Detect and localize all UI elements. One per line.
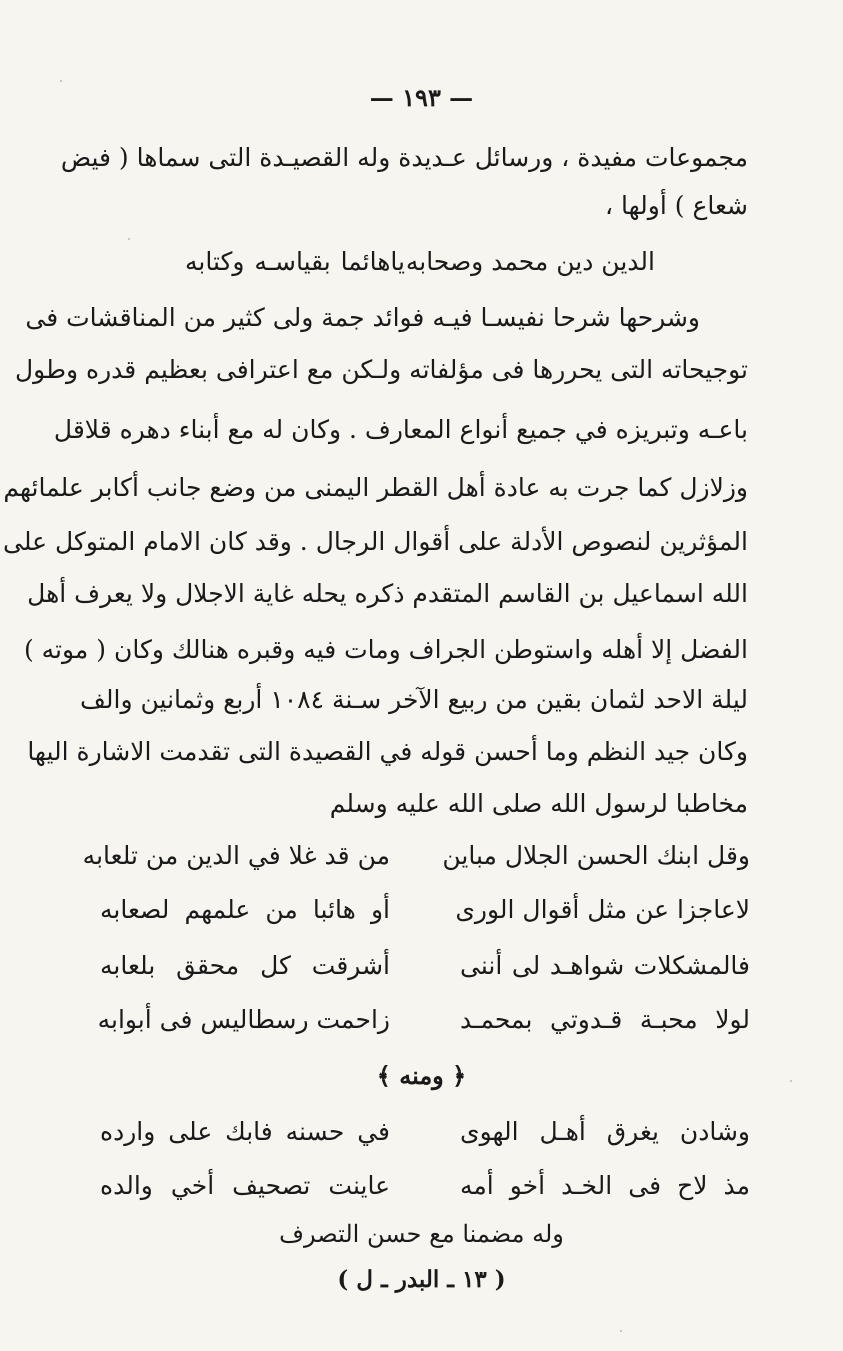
page-number: — ١٩٣ — (369, 83, 474, 112)
body-line: ليلة الاحد لثمان بقين من ربيع الآخر سـنة ١٠٨٤ أربع وثمانين والف (80, 685, 748, 714)
intro-line: شعاع ) أولها ، (605, 191, 748, 220)
body-line: وزلازل كما جرت به عادة أهل القطر اليمنى من وضع جانب أكابر علمائهم (3, 473, 748, 502)
paper-speck (790, 1080, 792, 1082)
body-line: المؤثرين لنصوص الأدلة على أقوال الرجال . وقد كان الامام المتوكل على (3, 527, 748, 556)
verse-second-hemistich: في حسنه فابك على وارده (100, 1117, 390, 1146)
poem-verse (100, 944, 750, 988)
body-line: مخاطبا لرسول الله صلى الله عليه وسلم (329, 789, 748, 818)
verse-first-hemistich: وشادن يغرق أهـل الهوى (460, 1117, 750, 1146)
poem-verse (97, 998, 750, 1042)
verse-second-hemistich: زاحمت رسطاليس فى أبوابه (97, 1005, 390, 1034)
verse-second-hemistich: أو هائبا من علمهم لصعابه (100, 895, 390, 924)
poem-verse (100, 1164, 750, 1208)
verse-first-hemistich: الدين دين محمد وصحابه (405, 247, 655, 276)
poem-verse (82, 834, 750, 878)
verse-second-hemistich: أشرقت كل محقق بلعابه (100, 951, 390, 980)
body-line: باعـه وتبريزه في جميع أنواع المعارف . وكان له مع أبناء دهره قلاقل (53, 415, 748, 444)
body-line: الله اسماعيل بن القاسم المتقدم ذكره يحله غاية الاجلال ولا يعرف أهل (27, 579, 748, 608)
signature-mark: ( ١٣ ـ البدر ـ ل ) (337, 1266, 506, 1293)
verse-second-hemistich: من قد غلا في الدين من تلعابه (82, 841, 390, 870)
closing-line: وله مضمنا مع حسن التصرف (279, 1220, 564, 1248)
verse-first-hemistich: مذ لاح فى الخـد أخو أمه (460, 1171, 750, 1200)
verse-first-hemistich: فالمشكلات شواهـد لى أننى (460, 951, 750, 980)
opening-verse (185, 240, 655, 284)
body-line: وكان جيد النظم وما أحسن قوله في القصيدة التى تقدمت الاشارة اليها (27, 737, 748, 766)
body-line: وشرحها شرحا نفيسـا فيـه فوائد جمة ولى كثير من المناقشات فى (25, 303, 700, 332)
paper-speck (60, 80, 62, 82)
body-line: الفضل إلا أهله واستوطن الجراف ومات فيه وقبره هنالك وكان ( موته ) (23, 635, 748, 664)
paper-speck (128, 238, 130, 240)
paper-speck (620, 1330, 622, 1332)
verse-first-hemistich: لولا محبـة قـدوتي بمحمـد (460, 1005, 750, 1034)
verse-first-hemistich: وقل ابنك الحسن الجلال مباين (442, 841, 750, 870)
verse-second-hemistich: ياهائما بقياسـه وكتابه (185, 247, 405, 276)
verse-first-hemistich: لاعاجزا عن مثل أقوال الورى (455, 895, 750, 924)
section-heading: ﴿ ومنه ﴾ (376, 1061, 467, 1090)
poem-verse (100, 888, 750, 932)
intro-line: مجموعات مفيدة ، ورسائل عـديدة وله القصيـدة التى سماها ( فيض (60, 143, 748, 172)
verse-second-hemistich: عاينت تصحيف أخي والده (100, 1171, 390, 1200)
poem-verse (100, 1110, 750, 1154)
body-line: توجيحاته التى يحررها فى مؤلفاته ولـكن مع اعترافى بعظيم قدره وطول (15, 355, 748, 384)
